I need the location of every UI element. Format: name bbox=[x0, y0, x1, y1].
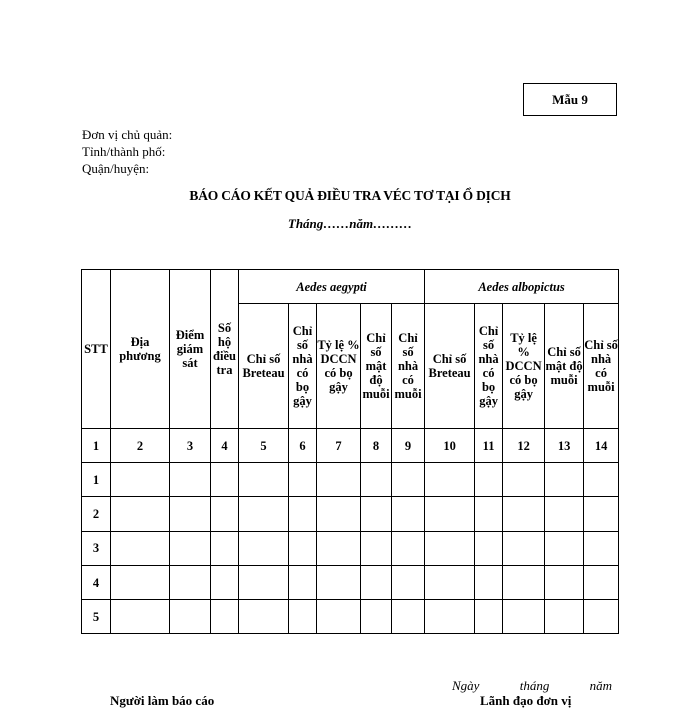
data-cell[interactable] bbox=[170, 565, 211, 599]
data-cell[interactable] bbox=[503, 600, 545, 634]
data-cell[interactable] bbox=[289, 600, 317, 634]
header-info bbox=[82, 126, 172, 177]
data-cell[interactable] bbox=[211, 463, 239, 497]
column-number: 4 bbox=[211, 429, 239, 463]
column-number: 1 bbox=[82, 429, 111, 463]
column-number: 9 bbox=[392, 429, 425, 463]
data-cell[interactable] bbox=[545, 600, 584, 634]
data-cell[interactable] bbox=[425, 463, 475, 497]
unit-line: Đơn vị chủ quản: bbox=[82, 127, 173, 142]
province-line: Tỉnh/thành phố: bbox=[82, 144, 166, 159]
data-cell[interactable] bbox=[475, 463, 503, 497]
data-cell[interactable] bbox=[545, 531, 584, 565]
data-cell[interactable] bbox=[361, 531, 392, 565]
column-number-row bbox=[82, 429, 619, 463]
data-cell[interactable] bbox=[289, 565, 317, 599]
reporter-signature-label: Người làm báo cáo bbox=[110, 693, 215, 708]
data-cell[interactable] bbox=[503, 565, 545, 599]
row-number: 3 bbox=[82, 531, 111, 565]
column-number: 8 bbox=[361, 429, 392, 463]
data-cell[interactable] bbox=[545, 497, 584, 531]
data-cell[interactable] bbox=[392, 497, 425, 531]
table-row bbox=[82, 565, 619, 599]
data-cell[interactable] bbox=[475, 531, 503, 565]
data-cell[interactable] bbox=[211, 497, 239, 531]
data-cell[interactable] bbox=[170, 497, 211, 531]
header-households: Số hộ điều tra bbox=[211, 270, 239, 429]
data-cell[interactable] bbox=[584, 600, 619, 634]
data-cell[interactable] bbox=[211, 565, 239, 599]
column-number: 10 bbox=[425, 429, 475, 463]
column-number: 3 bbox=[170, 429, 211, 463]
data-cell[interactable] bbox=[239, 531, 289, 565]
data-cell[interactable] bbox=[425, 497, 475, 531]
row-number: 2 bbox=[82, 497, 111, 531]
header-stt: STT bbox=[82, 270, 111, 429]
form-label-box bbox=[523, 83, 617, 116]
data-cell[interactable] bbox=[545, 565, 584, 599]
column-number: 11 bbox=[475, 429, 503, 463]
column-number: 12 bbox=[503, 429, 545, 463]
column-number: 14 bbox=[584, 429, 619, 463]
report-title: BÁO CÁO KẾT QUẢ ĐIỀU TRA VÉC TƠ TẠI Ổ DỊCH bbox=[189, 188, 511, 203]
data-cell[interactable] bbox=[392, 531, 425, 565]
data-cell[interactable] bbox=[475, 565, 503, 599]
data-cell[interactable] bbox=[317, 463, 361, 497]
report-period: Tháng……năm……… bbox=[287, 216, 413, 231]
header-group-aegypti: Aedes aegypti bbox=[239, 270, 425, 304]
data-cell[interactable] bbox=[211, 600, 239, 634]
data-cell[interactable] bbox=[361, 565, 392, 599]
data-cell[interactable] bbox=[111, 565, 170, 599]
column-number: 7 bbox=[317, 429, 361, 463]
header-house-larvae: Chỉ số nhà có bọ gậy bbox=[289, 304, 317, 429]
header-mosquito-density: Chỉ số mật độ muỗi bbox=[545, 304, 584, 429]
data-cell[interactable] bbox=[392, 463, 425, 497]
data-cell[interactable] bbox=[361, 463, 392, 497]
data-cell[interactable] bbox=[317, 531, 361, 565]
data-cell[interactable] bbox=[503, 463, 545, 497]
row-number: 1 bbox=[82, 463, 111, 497]
data-cell[interactable] bbox=[475, 497, 503, 531]
date-line bbox=[452, 678, 612, 694]
data-cell[interactable] bbox=[584, 565, 619, 599]
date-year-label: năm bbox=[589, 678, 612, 693]
form-label: Mẫu 9 bbox=[552, 91, 588, 107]
header-house-mosquito: Chỉ số nhà có muỗi bbox=[392, 304, 425, 429]
date-day-label: Ngày bbox=[452, 678, 480, 693]
data-cell[interactable] bbox=[392, 600, 425, 634]
data-cell[interactable] bbox=[584, 531, 619, 565]
table-row bbox=[82, 600, 619, 634]
header-mosquito-density: Chỉ số mật độ muỗi bbox=[361, 304, 392, 429]
table-row bbox=[82, 497, 619, 531]
table-row bbox=[82, 531, 619, 565]
data-cell[interactable] bbox=[584, 463, 619, 497]
header-container-larvae: Tỷ lệ % DCCN có bọ gậy bbox=[317, 304, 361, 429]
data-cell[interactable] bbox=[584, 497, 619, 531]
data-cell[interactable] bbox=[392, 565, 425, 599]
header-breteau: Chỉ số Breteau bbox=[425, 304, 475, 429]
data-cell[interactable] bbox=[111, 600, 170, 634]
data-cell[interactable] bbox=[361, 497, 392, 531]
column-number: 5 bbox=[239, 429, 289, 463]
leader-signature-label: Lãnh đạo đơn vị bbox=[480, 693, 572, 708]
table-body bbox=[82, 463, 619, 634]
data-cell[interactable] bbox=[170, 463, 211, 497]
data-cell[interactable] bbox=[239, 600, 289, 634]
data-cell[interactable] bbox=[425, 600, 475, 634]
data-cell[interactable] bbox=[545, 463, 584, 497]
header-house-larvae: Chỉ số nhà có bọ gậy bbox=[475, 304, 503, 429]
row-number: 4 bbox=[82, 565, 111, 599]
data-cell[interactable] bbox=[111, 463, 170, 497]
data-cell[interactable] bbox=[211, 531, 239, 565]
data-cell[interactable] bbox=[317, 565, 361, 599]
column-number: 2 bbox=[111, 429, 170, 463]
header-container-larvae: Tỷ lệ % DCCN có bọ gậy bbox=[503, 304, 545, 429]
data-cell[interactable] bbox=[425, 531, 475, 565]
district-line: Quận/huyện: bbox=[82, 161, 150, 176]
data-cell[interactable] bbox=[503, 531, 545, 565]
header-group-albopictus: Aedes albopictus bbox=[425, 270, 619, 304]
data-cell[interactable] bbox=[239, 497, 289, 531]
row-number: 5 bbox=[82, 600, 111, 634]
column-number: 6 bbox=[289, 429, 317, 463]
data-cell[interactable] bbox=[475, 600, 503, 634]
data-cell[interactable] bbox=[317, 600, 361, 634]
column-number: 13 bbox=[545, 429, 584, 463]
date-month-label: tháng bbox=[519, 678, 550, 693]
data-cell[interactable] bbox=[111, 497, 170, 531]
data-cell[interactable] bbox=[239, 565, 289, 599]
data-cell[interactable] bbox=[239, 463, 289, 497]
report-table bbox=[81, 269, 619, 634]
table-row bbox=[82, 463, 619, 497]
data-cell[interactable] bbox=[425, 565, 475, 599]
header-house-mosquito: Chỉ số nhà có muỗi bbox=[584, 304, 619, 429]
data-cell[interactable] bbox=[170, 600, 211, 634]
data-cell[interactable] bbox=[111, 531, 170, 565]
header-monitoring-point: Điểm giám sát bbox=[170, 270, 211, 429]
data-cell[interactable] bbox=[317, 497, 361, 531]
data-cell[interactable] bbox=[289, 497, 317, 531]
header-locality: Địa phương bbox=[111, 270, 170, 429]
data-cell[interactable] bbox=[289, 531, 317, 565]
data-cell[interactable] bbox=[361, 600, 392, 634]
data-cell[interactable] bbox=[170, 531, 211, 565]
data-cell[interactable] bbox=[289, 463, 317, 497]
data-cell[interactable] bbox=[503, 497, 545, 531]
header-breteau: Chỉ số Breteau bbox=[239, 304, 289, 429]
